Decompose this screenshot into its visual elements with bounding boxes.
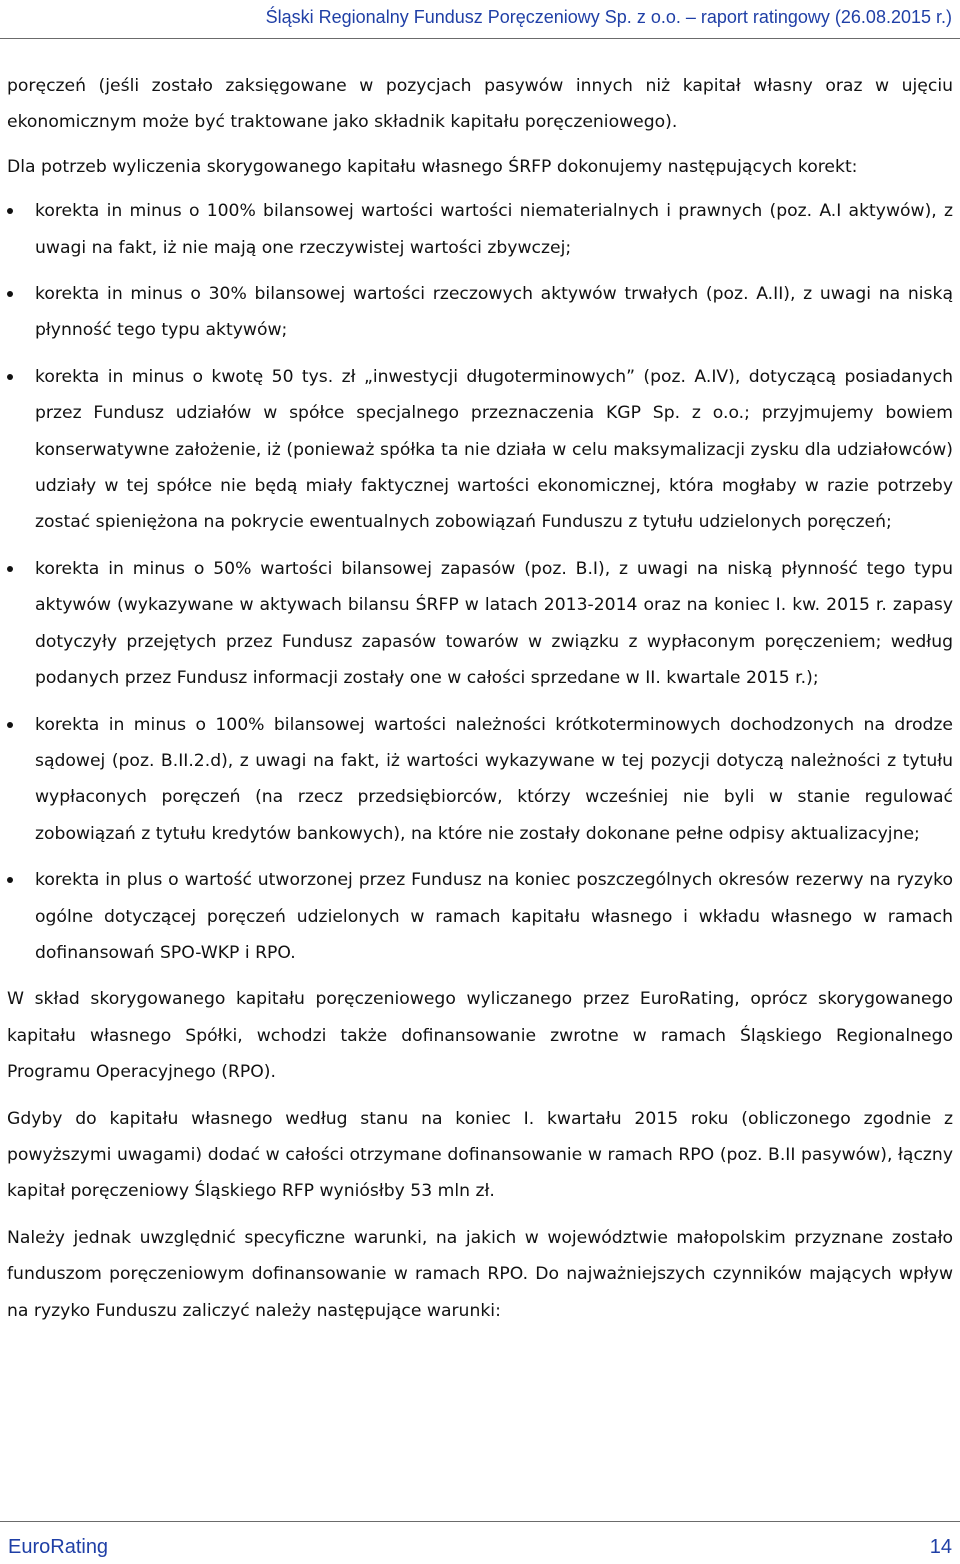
document-body [7, 68, 953, 1329]
report-header-title: Śląski Regionalny Fundusz Poręczeniowy Sp. z o.o. – raport ratingowy (26.08.2015 r.) [265, 7, 952, 27]
correction-item-text: korekta in minus o 30% bilansowej wartości rzeczowych aktywów trwałych (poz. A.II), z uwagi na niską płynność tego typu aktywów; [35, 284, 953, 341]
bullet-icon [7, 208, 13, 214]
page-header [0, 0, 960, 40]
bullet-icon [7, 566, 13, 572]
footer-brand: EuroRating [8, 1536, 109, 1558]
bullet-icon [7, 374, 13, 380]
page-footer [0, 1530, 960, 1564]
correction-item [7, 359, 953, 541]
correction-item-text: korekta in minus o 100% bilansowej wartości należności krótkoterminowych dochodzonych na drodze sądowej (poz. B.II.2.d), z uwagi na fakt, iż wartości wykazywane w tej pozycji dotyczą należności z tytułu wypłaconych poręczeń (na rzecz przedsiębiorców, którzy wcześniej nie byli w stanie regulować zobowiązań z tytułu kredytów bankowych), na które nie zostały dokonane pełne odpisy aktualizacyjne; [35, 714, 953, 844]
bullet-icon [7, 291, 13, 297]
correction-item-text: korekta in minus o 100% bilansowej wartości wartości niematerialnych i prawnych (poz. A.I aktywów), z uwagi na fakt, iż nie mają one rzeczywistej wartości zbywczej; [35, 201, 953, 258]
footer-divider [0, 1521, 960, 1522]
paragraph-continuation: poręczeń (jeśli zostało zaksięgowane w pozycjach pasywów innych niż kapitał własny oraz w ujęciu ekonomicznym może być traktowane jako składnik kapitału poręczeniowego). [7, 76, 953, 133]
header-divider [0, 38, 960, 39]
correction-item-text: korekta in plus o wartość utworzonej przez Fundusz na koniec poszczególnych okresów rezerwy na ryzyko ogólne dotyczącej poręczeń udzielonych w ramach kapitału własnego i wkładu własnego w ramach dofinansowań SPO-WKP i RPO. [35, 870, 953, 963]
correction-item [7, 862, 953, 971]
correction-item-text: korekta in minus o 50% wartości bilansowej zapasów (poz. B.I), z uwagi na niską płynność tego typu aktywów (wykazywane w aktywach bilansu ŚRFP w latach 2013-2014 oraz na koniec I. kw. 2015 r. zapasy dotyczyły przejętych przez Fundusz zapasów towarów w związku z wypłaconym poręczeniem; według podanych przez Fundusz informacji zostały one w całości sprzedane w II. kwartale 2015 r.); [35, 558, 953, 689]
paragraph-corrections-intro: Dla potrzeb wyliczenia skorygowanego kapitału własnego ŚRFP dokonujemy następujących korekt: [7, 156, 858, 177]
correction-item [7, 193, 953, 266]
page-number: 14 [929, 1536, 952, 1558]
bullet-icon [7, 722, 13, 728]
paragraph-guarantee-capital: W skład skorygowanego kapitału poręczeniowego wyliczanego przez EuroRating, oprócz skorygowanego kapitału własnego Spółki, wchodzi także dofinansowanie zwrotne w ramach Śląskiego Regionalnego Programu Operacyjnego (RPO). [7, 989, 953, 1083]
correction-item-text: korekta in minus o kwotę 50 tys. zł „inwestycji długoterminowych” (poz. A.IV), dotyczącą posiadanych przez Fundusz udziałów w spółce specjalnego przeznaczenia KGP Sp. z o.o.; przyjmujemy bowiem konserwatywne założenie, iż (ponieważ spółka ta nie działa w celu maksymalizacji zysku dla udziałowców) udziały w tej spółce nie będą miały faktycznej wartości ekonomicznej, która mogłaby w razie potrzeby zostać spieniężona na pokrycie ewentualnych zobowiązań Funduszu z tytułu udzielonych poręczeń; [35, 366, 953, 533]
correction-item [7, 551, 953, 697]
correction-item [7, 707, 953, 853]
corrections-list [7, 193, 953, 971]
correction-item [7, 276, 953, 349]
paragraph-total-capital: Gdyby do kapitału własnego według stanu na koniec I. kwartału 2015 roku (obliczonego zgodnie z powyższymi uwagami) dodać w całości otrzymane dofinansowanie w ramach RPO (poz. B.II pasywów), łączny kapitał poręczeniowy Śląskiego RFP wyniósłby 53 mln zł. [7, 1108, 953, 1202]
bullet-icon [7, 877, 13, 883]
paragraph-rpo-conditions: Należy jednak uwzględnić specyficzne warunki, na jakich w województwie małopolskim przyznane zostało funduszom poręczeniowym dofinansowanie w ramach RPO. Do najważniejszych czynników mających wpływ na ryzyko Funduszu zaliczyć należy następujące warunki: [7, 1227, 953, 1321]
